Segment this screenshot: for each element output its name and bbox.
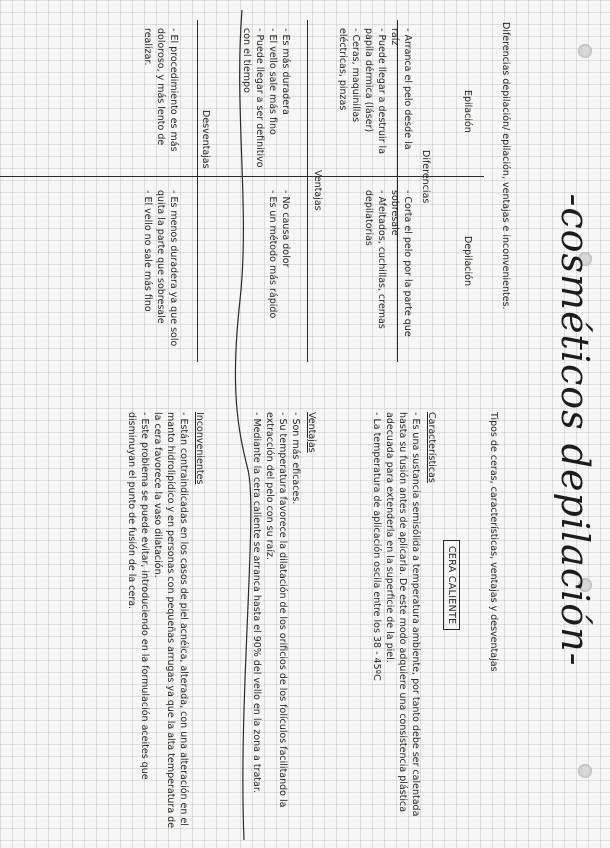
right-ventajas-text: - Son más eficaces. - Su temperatura favorece la dilatación de los orificios de los folículos facilitando la extracción del pelo con su raíz. - Mediante la cera caliente se arranca hasta el 90% del vello en la zona a tratar. [251,412,301,808]
diferencias-label: Diferencias [420,150,431,204]
inconvenientes-text: - Están contraindicadas en los casos de piel acnéica, alterada, con una alteración en el manto hidrolipídico y en personas con pequeñas arrugas ya que la alta temperatura de la cera favorece la vaso dilatación. - Este problema se puede evitar, introduciendo en la formulación aceites que disminuyan el punto de fusión de la cera. [126,412,189,829]
col-epilacion: Epilación [462,90,473,133]
cera-caliente-label: CERA CALIENTE [443,540,460,630]
col-depilacion: Depilación [462,236,473,286]
caracteristicas-label: Características [426,412,437,483]
page-title: -cosméticos depilación- [553,193,597,667]
diff-depilacion: - Corta el pelo por la parte que sobresale - Afeitados, cuchillas, cremas depilatorias [363,190,413,337]
table-line [307,20,308,362]
vent-epilacion: - Es más duradera - El vello sale más fino - Puede llegar a ser definitivo con el tiempo [241,28,291,168]
ventajas-label: Ventajas [312,170,323,211]
diff-epilacion: - Arranca el pelo desde la raíz - Puede llegar a destruir la papila dérmica (láser) - Ceras, maquinillas eléctricas, pinzas [337,28,413,155]
table-line [0,176,484,177]
table-line [197,20,198,362]
inconvenientes-label: Inconvenientes [194,412,205,485]
right-ventajas-label: Ventajas [306,412,317,453]
desv-epilacion: - El procedimiento es más doloroso, y más lento de realizar. [142,28,179,152]
desventajas-label: Desventajas [200,110,211,169]
right-heading: Tipos de ceras, características, ventajas y desventajas [488,412,499,672]
desv-depilacion: - Es menos duradera ya que solo quita la parte que sobresale - El vello no sale más fino [142,190,179,347]
vent-depilacion: - No causa dolor - Es un método más rápido [267,190,291,319]
caracteristicas-text: - Es una sustancia semisólida a temperatura ambiente, por tanto debe ser calentada hasta su fusión antes de aplicarla. De este modo adquiere una consistencia plástica adecuada para extenderla en la superficie de la piel. - La temperatura de aplicación oscila entre los 38 - 45ºC [371,412,421,817]
left-heading: Diferencias depilación/ epilación, ventajas e inconvenientes. [500,22,511,310]
